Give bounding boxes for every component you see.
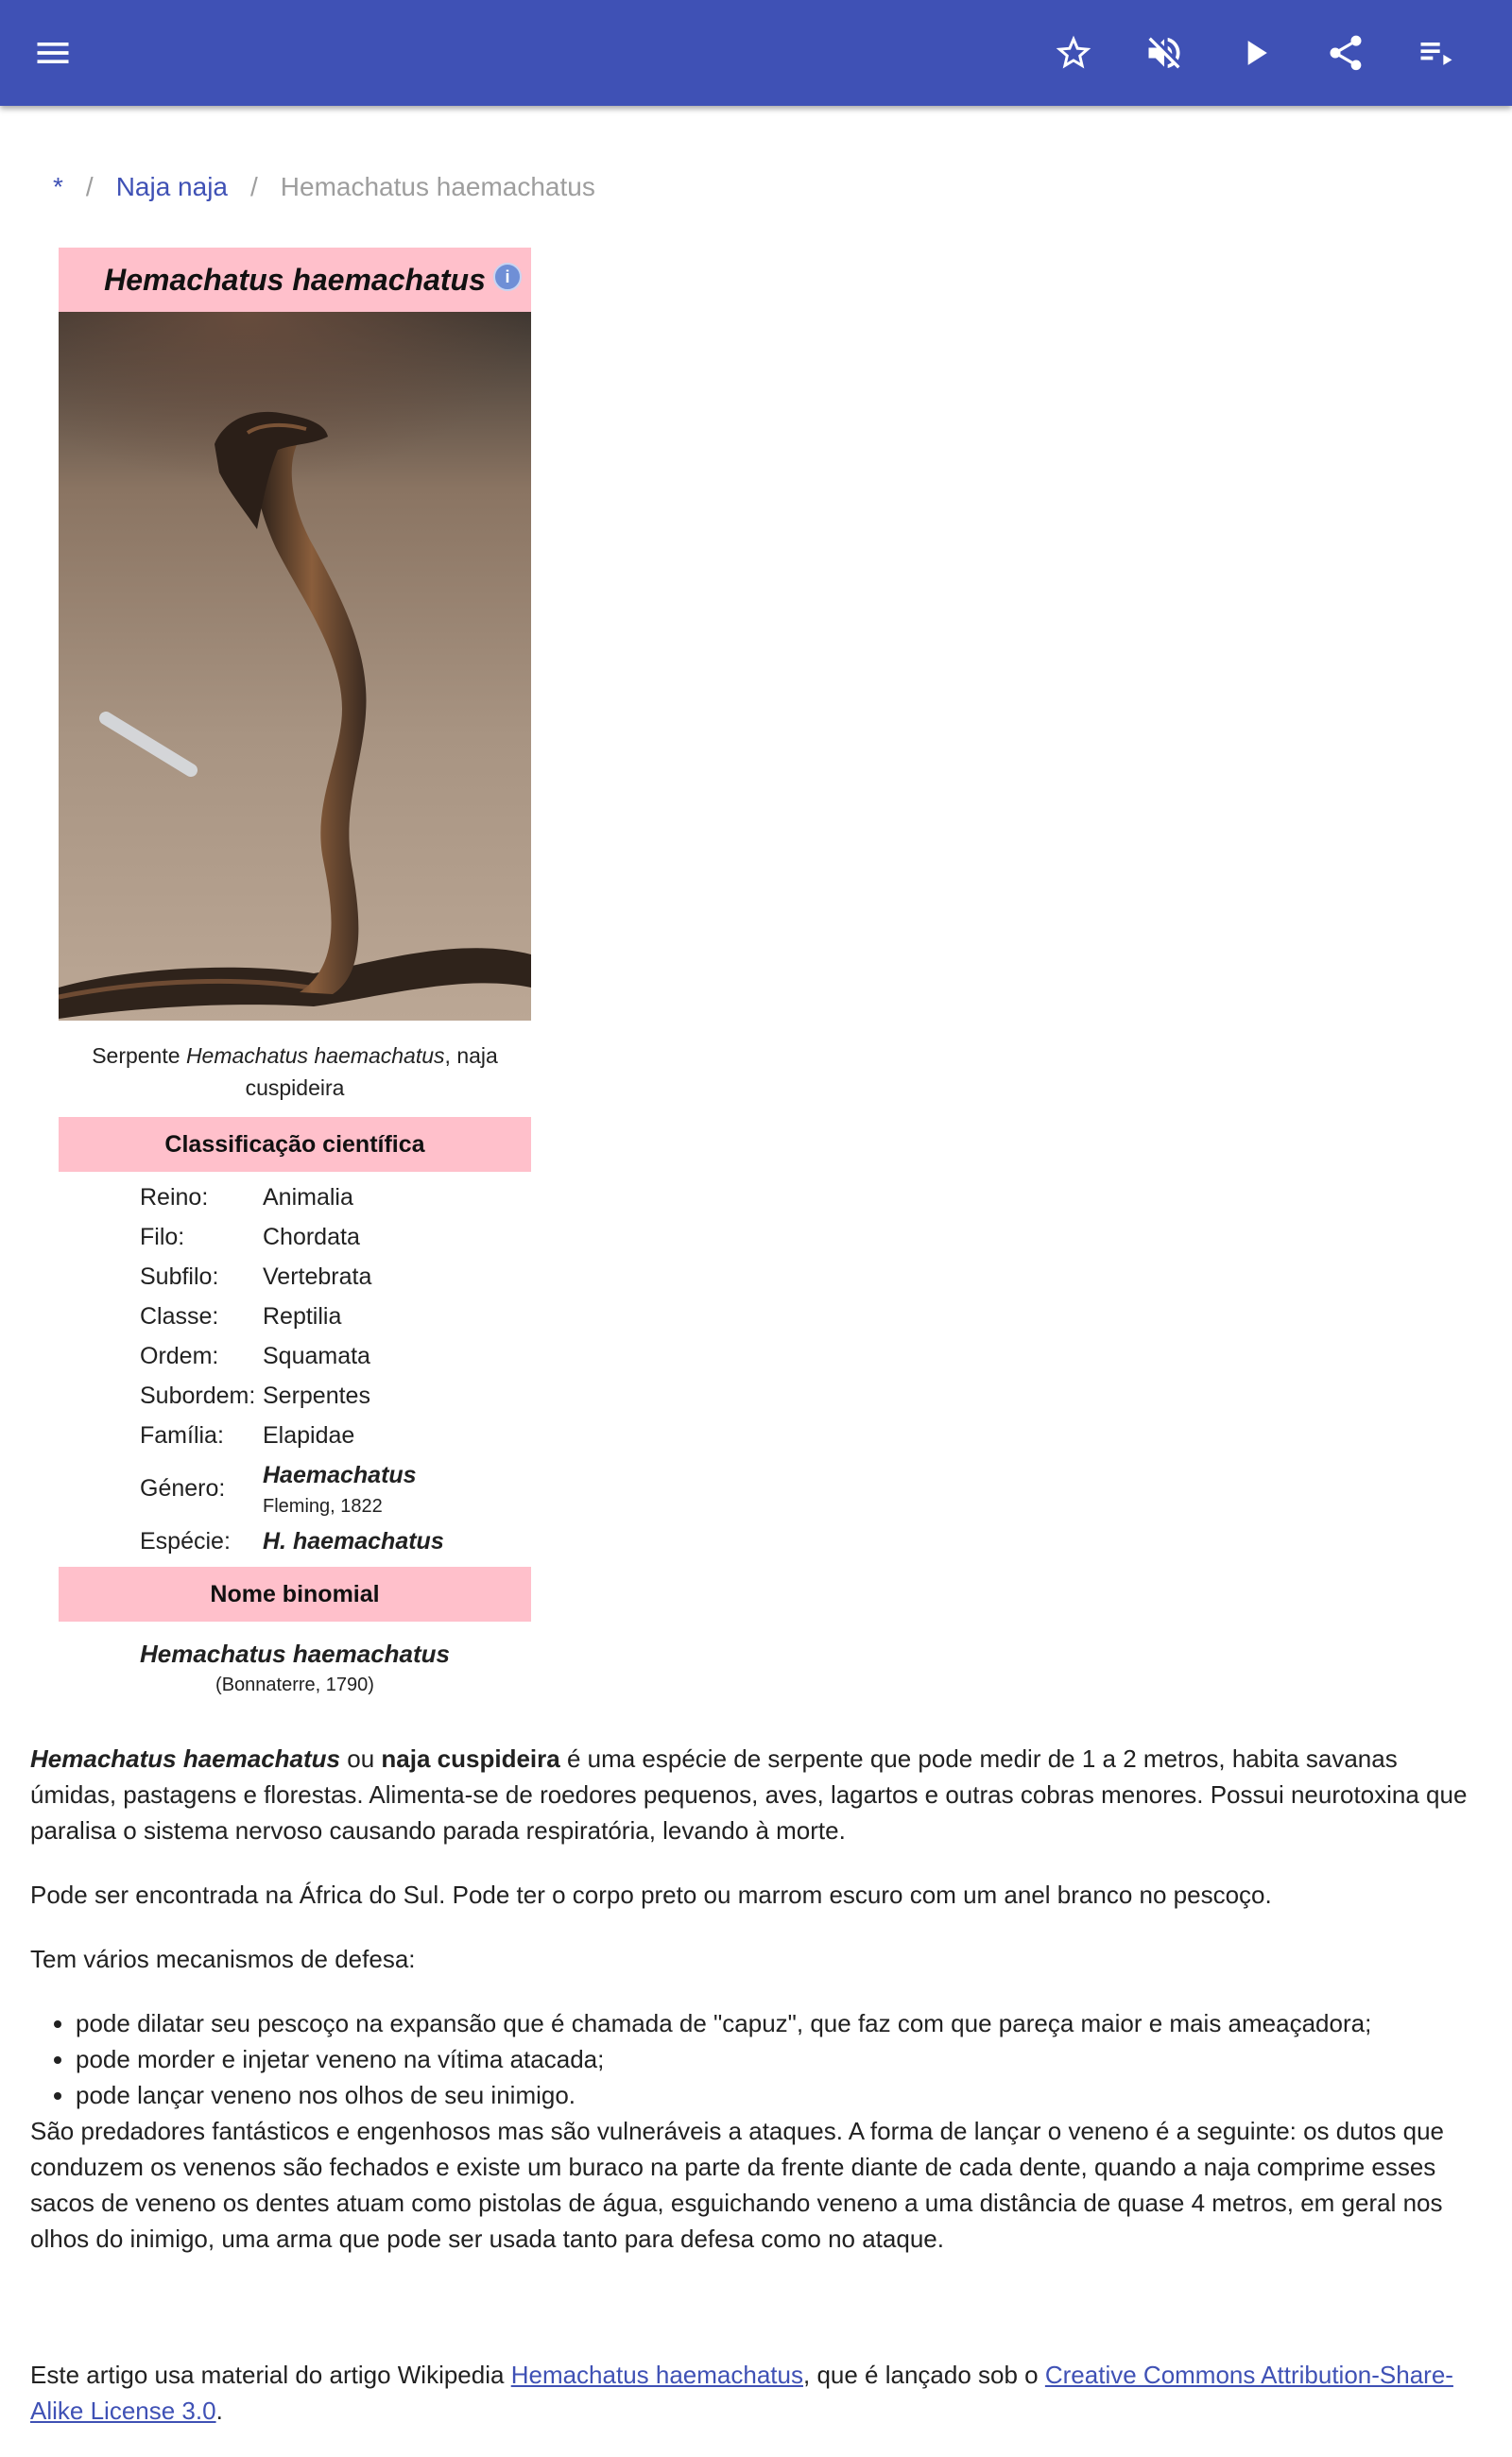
info-icon[interactable]: i xyxy=(493,263,522,291)
attribution-text: . xyxy=(215,2397,223,2425)
taxonomy-value: Squamata xyxy=(263,1343,370,1369)
article-paragraph: Pode ser encontrada na África do Sul. Pode ter o corpo preto ou marrom escuro com um anel branco no pescoço. xyxy=(30,1881,1272,1909)
taxonomy-key: Subordem: xyxy=(140,1383,256,1409)
share-icon[interactable] xyxy=(1315,23,1376,83)
genus-authority: Fleming, 1822 xyxy=(263,1496,383,1517)
app-bar xyxy=(0,0,1512,106)
star-outline-icon[interactable] xyxy=(1043,23,1104,83)
article-paragraph: São predadores fantásticos e engenhosos mas são vulneráveis a ataques. A forma de lançar o veneno é a seguinte: os dutos que conduzem os venenos são fechados e existe um buraco na parte da frente diante de cada dente, quando a naja comprime esses sacos de veneno os dentes atuam como pistolas de água, esguichando veneno a uma distância de quase 4 metros, em geral nos olhos do inimigo, uma arma que pode ser usada tanto para defesa como no ataque. xyxy=(30,2117,1444,2253)
article-paragraph: Tem vários mecanismos de defesa: xyxy=(30,1945,416,1973)
binomial-authority: (Bonnaterre, 1790) xyxy=(215,1675,374,1695)
list-item: • pode morder e injetar veneno na vítima atacada; xyxy=(76,2041,1486,2077)
license-link[interactable]: Creative Commons Attribution-Share-Alike License 3.0 xyxy=(30,2361,1453,2425)
infobox xyxy=(59,248,531,1699)
taxonomy-row xyxy=(140,1376,444,1416)
taxonomy-value: Animalia xyxy=(263,1184,353,1211)
taxonomy-key: Subfilo: xyxy=(140,1263,219,1290)
infobox-title xyxy=(59,248,531,312)
play-icon[interactable] xyxy=(1225,23,1285,83)
article-species-name: Hemachatus haemachatus xyxy=(30,1744,341,1773)
taxonomy-key: Reino: xyxy=(140,1184,209,1211)
volume-off-icon[interactable] xyxy=(1134,23,1194,83)
breadcrumb-current: Hemachatus haemachatus xyxy=(280,172,595,201)
species-name: H. haemachatus xyxy=(263,1528,444,1555)
snake-photo[interactable] xyxy=(59,312,531,1021)
taxonomy-value: Vertebrata xyxy=(263,1263,372,1290)
taxonomy-row xyxy=(140,1521,444,1561)
playlist-icon[interactable] xyxy=(1406,23,1467,83)
breadcrumb-separator: / xyxy=(250,172,258,201)
article-text: é uma espécie de serpente que pode medir de 1 a 2 metros, habita savanas úmidas, pastagens e florestas. Alimenta-se de roedores pequenos, aves, lagartos e outras cobras menores. Possui neurotoxina que paralisa o sistema nervoso causando parada respiratória, levando à morte. xyxy=(30,1744,1468,1845)
attribution-text: Este artigo usa material do artigo Wikipedia xyxy=(30,2361,511,2389)
taxonomy-row xyxy=(140,1336,444,1376)
infobox-caption xyxy=(77,1040,512,1104)
taxonomy-key: Família: xyxy=(140,1422,224,1449)
taxonomy-value: Chordata xyxy=(263,1224,360,1250)
caption-italic: Hemachatus haemachatus xyxy=(185,1043,445,1068)
breadcrumb-root-link[interactable]: * xyxy=(53,172,63,201)
list-item: • pode lançar veneno nos olhos de seu inimigo. xyxy=(76,2077,1486,2113)
taxonomy-row xyxy=(140,1297,444,1336)
taxonomy-key: Ordem: xyxy=(140,1343,219,1369)
taxonomy-value: Serpentes xyxy=(263,1383,370,1409)
taxonomy-row xyxy=(140,1257,444,1297)
article-body xyxy=(30,1741,1486,2457)
attribution-paragraph xyxy=(30,2357,1486,2429)
breadcrumb-separator: / xyxy=(85,172,94,201)
taxonomy-table xyxy=(140,1177,444,1561)
article-text: ou xyxy=(340,1744,382,1773)
caption-text: , naja cuspideira xyxy=(245,1043,498,1100)
article-paragraph xyxy=(30,1741,1486,1848)
taxonomy-key: Filo: xyxy=(140,1224,185,1250)
breadcrumb-parent-link[interactable]: Naja naja xyxy=(115,172,228,201)
taxonomy-row xyxy=(140,1455,444,1521)
article-common-name: naja cuspideira xyxy=(381,1744,560,1773)
infobox-title-text: Hemachatus haemachatus xyxy=(104,262,486,297)
binomial-header: Nome binomial xyxy=(59,1567,531,1622)
binomial-name: Hemachatus haemachatus xyxy=(139,1640,451,1668)
binomial-block xyxy=(59,1637,531,1699)
taxonomy-key: Género: xyxy=(140,1475,226,1502)
classification-header: Classificação científica xyxy=(59,1117,531,1172)
caption-text: Serpente xyxy=(92,1043,186,1068)
taxonomy-value xyxy=(263,1521,444,1561)
attribution-text: , que é lançado sob o xyxy=(803,2361,1045,2389)
taxonomy-value: Elapidae xyxy=(263,1422,355,1449)
wikipedia-article-link[interactable]: Hemachatus haemachatus xyxy=(510,2361,803,2389)
taxonomy-key: Classe: xyxy=(140,1303,219,1330)
taxonomy-value: Reptilia xyxy=(263,1303,342,1330)
taxonomy-row xyxy=(140,1217,444,1257)
breadcrumb xyxy=(53,168,595,206)
taxonomy-row xyxy=(140,1416,444,1455)
defense-list xyxy=(30,2005,1486,2113)
taxonomy-key: Espécie: xyxy=(140,1528,231,1555)
taxonomy-value xyxy=(263,1455,444,1521)
list-item: • pode dilatar seu pescoço na expansão que é chamada de "capuz", que faz com que pareça maior e mais ameaçadora; xyxy=(76,2005,1486,2041)
menu-icon[interactable] xyxy=(23,23,83,83)
taxonomy-row xyxy=(140,1177,444,1217)
genus-name: Haemachatus xyxy=(263,1462,417,1488)
spacer xyxy=(30,2285,1486,2357)
